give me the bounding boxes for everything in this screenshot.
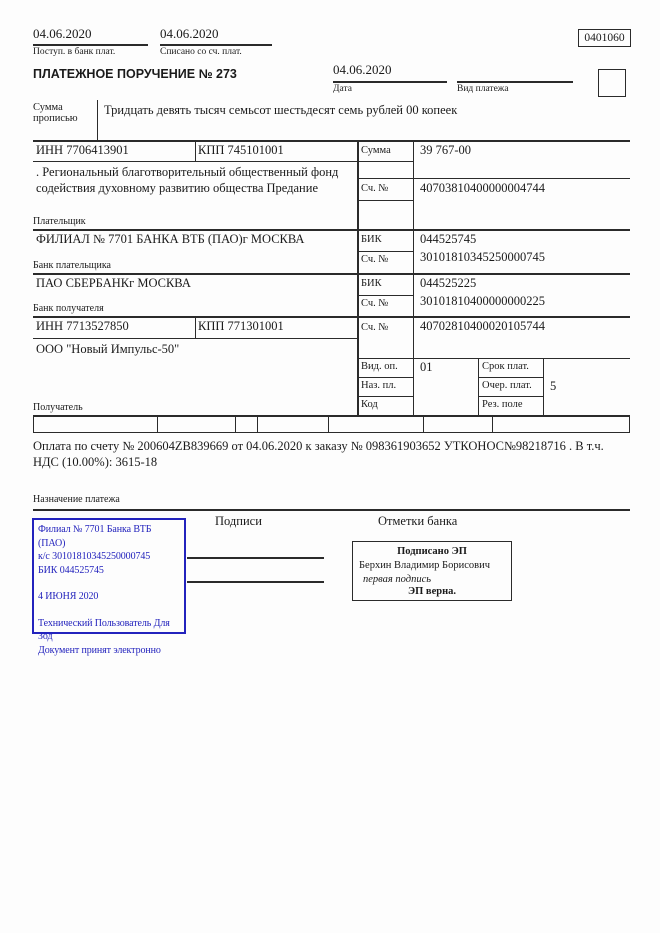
bank-stamp-accepted: Документ принят электронно <box>38 644 161 656</box>
payee-account: 40702810400020105744 <box>420 319 545 333</box>
payment-kind-label: Вид платежа <box>457 84 509 94</box>
code-label: Код <box>361 399 378 410</box>
form-code-box: 0401060 <box>578 29 631 47</box>
debited-date: 04.06.2020 <box>160 26 219 41</box>
divider-line <box>195 141 196 161</box>
payer-account: 40703810400000004744 <box>420 181 545 195</box>
debited-date-label: Списано со сч. плат. <box>160 47 242 57</box>
divider-line <box>157 415 158 432</box>
purpose-code-label: Наз. пл. <box>361 380 397 391</box>
amount-in-words: Тридцать девять тысяч семьсот шестьдесят семь рублей 00 копеек <box>104 103 458 117</box>
payee-section-label: Получатель <box>33 402 83 413</box>
divider-line <box>33 432 630 433</box>
divider-line <box>357 396 413 397</box>
divider-line <box>423 415 424 432</box>
payer-bank-bik: 044525745 <box>420 232 477 246</box>
bank-stamp <box>32 518 186 656</box>
ep-stamp-note: ЭП верна. <box>407 586 456 597</box>
amount-label: Сумма <box>361 145 391 156</box>
divider-line <box>328 415 329 432</box>
bank-stamp-date: 4 ИЮНЯ 2020 <box>38 591 99 602</box>
divider-line <box>478 358 479 415</box>
signature-line-2 <box>187 581 324 583</box>
payer-section-label: Плательщик <box>33 216 86 227</box>
reserve-label: Рез. поле <box>482 399 523 410</box>
bank-stamp-spacer <box>38 577 180 590</box>
divider-line <box>357 295 413 296</box>
divider-line <box>543 358 544 415</box>
bank-stamp-bik: БИК 044525745 <box>38 564 104 576</box>
purpose-text: Оплата по счету № 200604ZB839669 от 04.06.2020 к заказу № 098361903652 УТКОНОС№98218716 . В т.ч. НДС (10.00%): 3615-18 <box>33 439 604 469</box>
payee-kpp: КПП 771301001 <box>198 319 284 333</box>
due-date-label: Срок плат. <box>482 361 529 372</box>
divider-line <box>33 316 630 318</box>
divider-line <box>33 273 630 275</box>
payer-bank-section-label: Банк плательщика <box>33 260 111 271</box>
bank-stamp-spacer <box>38 604 180 617</box>
electronic-signature-stamp <box>352 541 512 601</box>
divider-line <box>333 81 447 83</box>
divider-line <box>33 44 148 46</box>
payee-account-label: Сч. № <box>361 322 389 333</box>
bank-stamp-branch: Филиал № 7701 Банка ВТБ (ПАО) <box>38 524 152 549</box>
divider-line <box>235 415 236 432</box>
divider-line <box>195 317 196 338</box>
received-date: 04.06.2020 <box>33 26 92 41</box>
payee-bank-bik: 044525225 <box>420 276 477 290</box>
amount-value: 39 767-00 <box>420 143 472 157</box>
divider-line <box>357 161 413 162</box>
ep-stamp-signature-kind: первая подпись <box>363 574 432 585</box>
priority-value: 5 <box>550 379 557 393</box>
operation-type-label: Вид. оп. <box>361 361 398 372</box>
payment-kind-box <box>598 69 626 97</box>
signature-line-1 <box>187 557 324 559</box>
divider-line <box>478 377 543 378</box>
document-date: 04.06.2020 <box>333 62 392 77</box>
divider-line <box>257 415 258 432</box>
divider-line <box>160 44 272 46</box>
bank-stamp-corr-account: к/с 30101810345250000745 <box>38 551 151 562</box>
payee-inn: ИНН 7713527850 <box>36 319 129 333</box>
divider-line <box>629 415 630 432</box>
divider-line <box>33 229 630 231</box>
payee-bank-account: 30101810400000000225 <box>420 294 545 308</box>
divider-line <box>357 251 413 252</box>
signatures-label: Подписи <box>215 514 262 528</box>
payer-bank-account-label: Сч. № <box>361 254 389 265</box>
divider-line <box>33 415 34 432</box>
operation-type-value: 01 <box>420 360 433 374</box>
payer-bank-account: 30101810345250000745 <box>420 250 545 264</box>
priority-label: Очер. плат. <box>482 380 532 391</box>
document-title: ПЛАТЕЖНОЕ ПОРУЧЕНИЕ № 273 <box>33 67 237 81</box>
divider-line <box>97 100 98 140</box>
divider-line <box>357 140 359 415</box>
received-date-label: Поступ. в банк плат. <box>33 47 116 57</box>
divider-line <box>357 178 630 179</box>
bank-marks-label: Отметки банка <box>378 514 458 528</box>
document-date-label: Дата <box>333 84 352 94</box>
divider-line <box>492 415 493 432</box>
ep-stamp-signer: Берхин Владимир Борисович <box>359 560 490 571</box>
divider-line <box>457 81 573 83</box>
divider-line <box>33 338 357 339</box>
divider-line <box>33 415 630 417</box>
payer-inn: ИНН 7706413901 <box>36 143 129 157</box>
amount-in-words-label: Сумма прописью <box>33 102 78 124</box>
payer-kpp: КПП 745101001 <box>198 143 284 157</box>
payer-account-label: Сч. № <box>361 183 389 194</box>
payee-bank-name: ПАО СБЕРБАНКг МОСКВА <box>36 276 191 290</box>
payee-bank-bik-label: БИК <box>361 278 382 289</box>
divider-line <box>357 200 413 201</box>
payer-name: . Региональный благотворительный общественный фонд содействия духовному развитию общества Предание <box>36 165 339 195</box>
divider-line <box>33 140 630 142</box>
bank-stamp-user: Технический Пользователь Для Зод <box>38 617 170 642</box>
purpose-label: Назначение платежа <box>33 494 120 505</box>
divider-line <box>357 377 413 378</box>
ep-stamp-title: Подписано ЭП <box>397 546 467 557</box>
payer-bank-bik-label: БИК <box>361 234 382 245</box>
divider-line <box>357 358 630 359</box>
divider-line <box>413 140 414 415</box>
payee-name: ООО "Новый Импульс-50" <box>36 342 180 356</box>
divider-line <box>478 396 543 397</box>
payee-bank-account-label: Сч. № <box>361 298 389 309</box>
divider-line <box>33 509 630 511</box>
divider-line <box>33 161 357 162</box>
payer-bank-name: ФИЛИАЛ № 7701 БАНКА ВТБ (ПАО)г МОСКВА <box>36 232 305 246</box>
payee-bank-section-label: Банк получателя <box>33 303 104 314</box>
